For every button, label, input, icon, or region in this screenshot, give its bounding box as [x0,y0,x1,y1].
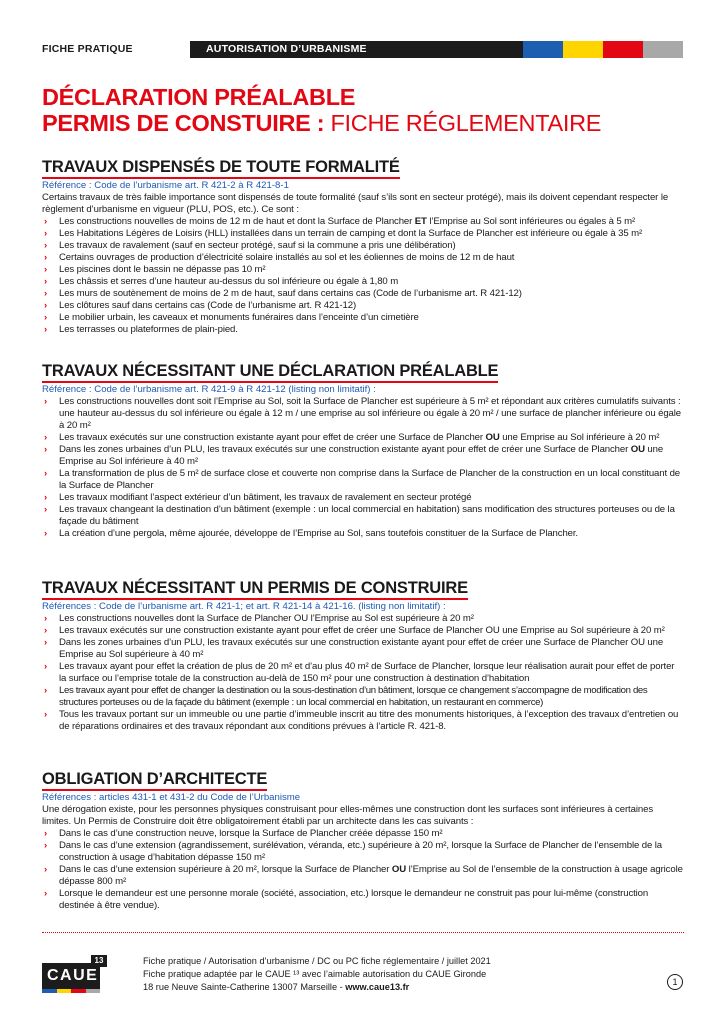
list-item: › Les terrasses ou plateformes de plain-pied. [42,324,684,336]
page-title [42,84,601,136]
footer-line-2: Fiche pratique adaptée par le CAUE ¹³ avec l’aimable autorisation du CAUE Gironde [143,969,487,979]
list-item: › Dans les zones urbaines d’un PLU, les travaux exécutés sur une construction existante ayant pour effet de créer une Surface de Plancher OU une Emprise au Sol supérieure à 40 m² [42,637,684,661]
header-color-block-red [603,41,643,58]
section-reference: Références : Code de l’urbanisme art. R 421-1; et art. R 421-14 à 421-16. (listing non limitatif) : [42,601,446,612]
section-list [42,216,684,336]
caue-logo [42,955,110,997]
list-item: › Certains ouvrages de production d’électricité solaire installés au sol et les éoliennes de moins de 12 m de haut [42,252,684,264]
list-item: › Dans le cas d’une extension (agrandissement, surélévation, véranda, etc.) supérieure à 20 m², lorsque la Surface de Plancher de l’ensemble de la construction à usage d’habitation dépasse 150 m² [42,840,684,864]
logo-text: CAUE [42,963,100,989]
section-prior-declaration [42,362,684,540]
list-item: › Les châssis et serres d’une hauteur au-dessus du sol inférieure ou égale à 1,80 m [42,276,684,288]
title-line-1: DÉCLARATION PRÉALABLE [42,84,356,110]
list-item: › Lorsque le demandeur est une personne morale (société, association, etc.) lorsque le demandeur ne construit pas pour lui-même (construction destinée à être vendue). [42,888,684,912]
list-item: › Les constructions nouvelles dont soit l’Emprise au Sol, soit la Surface de Plancher est supérieure à 5 m² et répondant aux critères cumulatifs suivants : une hauteur au-dessus du sol inférieure ou égale à 12 m / une emprise au sol inférieure ou égale à 20 m² / une surface de plancher inférieure ou égale à 20 m² [42,396,684,432]
list-item: › Dans les zones urbaines d’un PLU, les travaux exécutés sur une construction existante ayant pour effet de créer une Surface de Plancher OU une Emprise au Sol inférieure à 40 m² [42,444,684,468]
list-item: › Dans le cas d’une extension supérieure à 20 m², lorsque la Surface de Plancher OU l’Emprise au Sol de l’ensemble de la construction à usage agricole dépasse 800 m² [42,864,684,888]
logo-stripe-yellow [57,989,71,993]
list-item: › Les travaux changeant la destination d’un bâtiment (exemple : un local commercial en habitation) sans modification des structures porteuses ou de la façade du bâtiment [42,504,684,528]
section-title: TRAVAUX NÉCESSITANT UN PERMIS DE CONSTRUIRE [42,579,468,600]
list-item: › Les clôtures sauf dans certains cas (Code de l’urbanisme art. R 421-12) [42,300,684,312]
list-item: › Les travaux de ravalement (sauf en secteur protégé, sauf si la commune a pris une délibération) [42,240,684,252]
list-item: › Les travaux exécutés sur une construction existante ayant pour effet de créer une Surface de Plancher OU une Emprise au Sol inférieure à 20 m² [42,432,684,444]
footer-line-3 [143,981,491,994]
section-reference: Référence : Code de l’urbanisme art. R 421-9 à R 421-12 (listing non limitatif) : [42,384,376,395]
list-item: › Dans le cas d’une construction neuve, lorsque la Surface de Plancher créée dépasse 150 m² [42,828,684,840]
section-list [42,828,684,912]
title-line-2 [42,110,601,136]
page-number: 1 [667,974,683,990]
footer-text [143,955,491,994]
list-item: › Les piscines dont le bassin ne dépasse pas 10 m² [42,264,684,276]
section-exempt-works [42,158,684,336]
list-item: › Les travaux modifiant l’aspect extérieur d’un bâtiment, les travaux de ravalement en secteur protégé [42,492,684,504]
section-list [42,613,684,733]
section-architect-obligation [42,770,684,912]
section-title: TRAVAUX NÉCESSITANT UNE DÉCLARATION PRÉALABLE [42,362,498,383]
logo-stripe-blue [42,989,57,993]
header-color-block-blue [523,41,563,58]
section-intro: Une dérogation existe, pour les personnes physiques construisant pour elles-mêmes une construction dont les surfaces sont inférieures à certaines limites. Un Permis de Construire doit être obligatoirement établi par un architecte dans les cas suivants : [42,804,654,827]
footer-divider [42,932,684,933]
section-list [42,396,684,540]
list-item: › Les travaux ayant pour effet de changer la destination ou la sous-destination d’un bâtiment, lorsque ce changement s’accompagne de modification des structures porteuses ou de la façade du bâtiment (exemple : un local commercial en habitation, un restaurant en commerce) [42,685,684,709]
logo-stripe-red [71,989,86,993]
section-reference: Référence : Code de l’urbanisme art. R 421-2 à R 421-8-1 [42,180,289,191]
list-item: › Tous les travaux portant sur un immeuble ou une partie d’immeuble inscrit au titre des monuments historiques, à l’exception des travaux d’entretien ou de réparations ordinaires et des travaux répondant aux conditions prévues à l’article R. 421-8. [42,709,684,733]
list-item: › La création d’une pergola, même ajourée, développe de l’Emprise au Sol, sans toutefois constituer de la Surface de Plancher. [42,528,684,540]
header-bar [42,41,683,58]
list-item: › Les murs de soutènement de moins de 2 m de haut, sauf dans certains cas (Code de l’urbanisme art. R 421-12) [42,288,684,300]
section-title: OBLIGATION D’ARCHITECTE [42,770,267,791]
list-item: › Les constructions nouvelles dont la Surface de Plancher OU l’Emprise au Sol est supérieure à 20 m² [42,613,684,625]
logo-stripe-grey [86,989,100,993]
footer-website-link[interactable]: www.caue13.fr [345,982,410,992]
section-reference: Références : articles 431-1 et 431-2 du Code de l’Urbanisme [42,792,301,803]
header-color-block-yellow [563,41,603,58]
footer-line-1: Fiche pratique / Autorisation d’urbanisme / DC ou PC fiche réglementaire / juillet 2021 [143,956,491,966]
logo-superscript: 13 [91,955,107,967]
list-item: › Les travaux exécutés sur une construction existante ayant pour effet de créer une Surface de Plancher OU une Emprise au Sol supérieure à 20 m² [42,625,684,637]
header-color-block-grey [643,41,683,58]
section-intro: Certains travaux de très faible importance sont dispensés de toute formalité (sauf s’ils sont en secteur protégé), mais ils doivent cependant respecter le règlement d’urbanisme en vigueur (PLU, POS, etc.). Ce sont : [42,192,669,215]
section-building-permit [42,579,684,733]
title-line-2-light: FICHE RÉGLEMENTAIRE [324,110,602,136]
title-line-2-bold: PERMIS DE CONSTUIRE : [42,110,325,136]
header-left-label: FICHE PRATIQUE [42,43,133,55]
list-item: › Les constructions nouvelles de moins de 12 m de haut et dont la Surface de Plancher ET l’Emprise au Sol sont inférieures ou égales à 5 m² [42,216,684,228]
list-item: › Les travaux ayant pour effet la création de plus de 20 m² et d’au plus 40 m² de Surface de Plancher, lorsque leur réalisation aurait pour effet de porter la surface ou l’emprise totale de la construction au-delà de 150 m² pour une construction à destination d’habitation [42,661,684,685]
header-category-label: AUTORISATION D’URBANISME [190,41,523,58]
list-item: › Les Habitations Légères de Loisirs (HLL) installées dans un terrain de camping et dont la Surface de Plancher est inférieure ou égale à 35 m² [42,228,684,240]
section-title: TRAVAUX DISPENSÉS DE TOUTE FORMALITÉ [42,158,400,179]
footer-address: 18 rue Neuve Sainte-Catherine 13007 Marseille - [143,982,346,992]
list-item: › Le mobilier urbain, les caveaux et monuments funéraires dans l’enceinte d’un cimetière [42,312,684,324]
list-item: › La transformation de plus de 5 m² de surface close et couverte non comprise dans la Surface de Plancher de la construction en un local constituant de la Surface de Plancher [42,468,684,492]
